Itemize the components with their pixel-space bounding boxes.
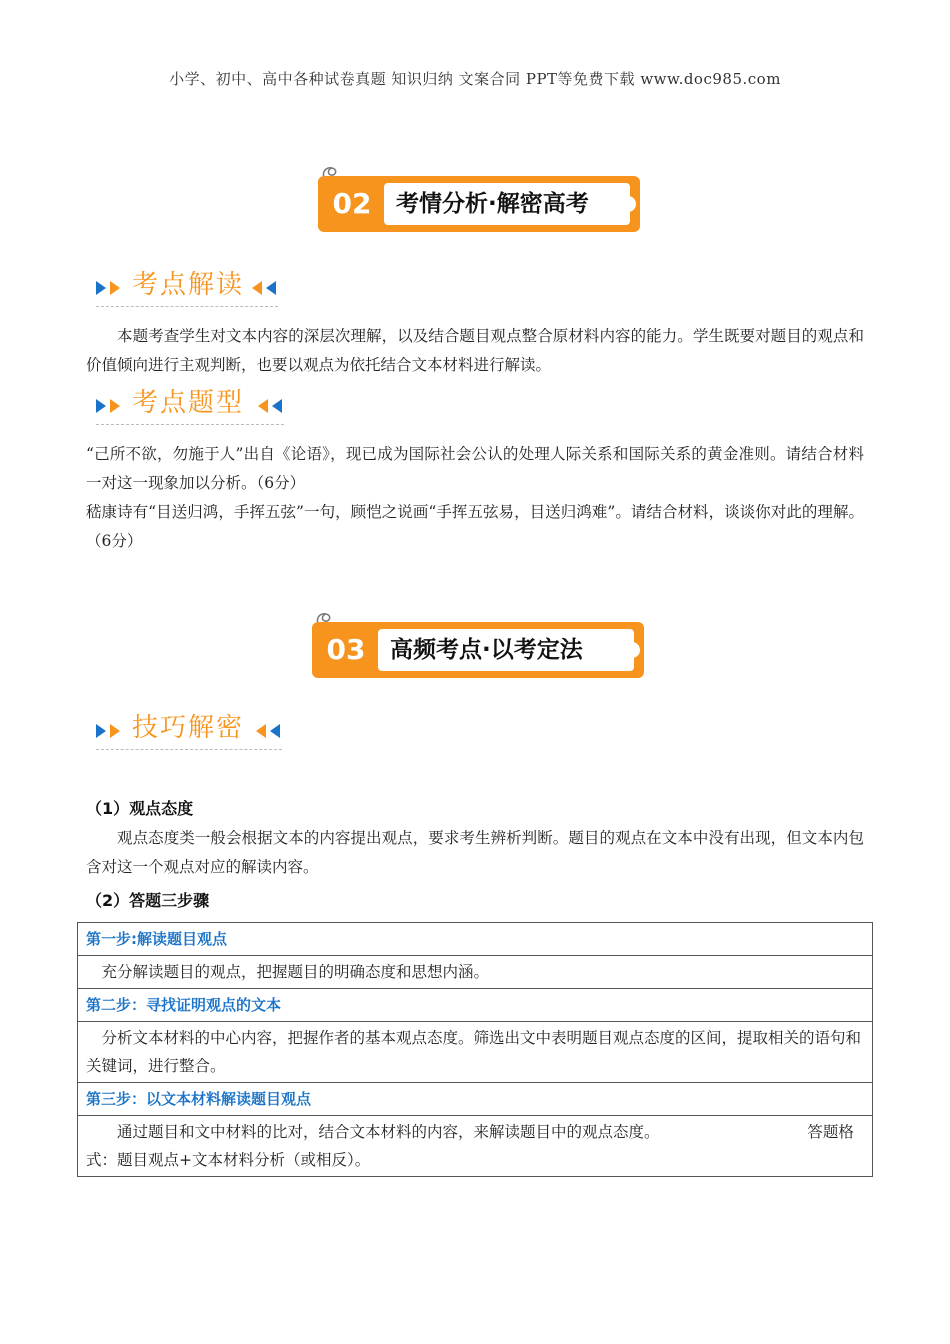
table-row	[78, 923, 873, 956]
table-row	[78, 956, 873, 989]
section-title-text: 高频考点·以考定法	[390, 637, 583, 663]
subheading-kaodian-tixing	[96, 386, 284, 426]
section-title	[378, 629, 634, 671]
double-arrow-right-icon	[96, 399, 124, 413]
step-3-title: 第三步：以文本材料解读题目观点	[78, 1083, 873, 1116]
double-arrow-right-icon	[96, 281, 124, 295]
step-2-title: 第二步：寻找证明观点的文本	[78, 989, 873, 1022]
table-row	[78, 989, 873, 1022]
heading-guandian-taidu: （1）观点态度	[86, 799, 194, 818]
step-2-body: 分析文本材料的中心内容，把握作者的基本观点态度。筛选出文中表明题目观点态度的区间，提取相关的语句和关键词，进行整合。	[78, 1022, 873, 1083]
section-number: 03	[326, 633, 366, 666]
table-row	[78, 1116, 873, 1177]
subheading-label: 技巧解密	[132, 713, 245, 743]
subheading-kaodian-jiedu	[96, 268, 278, 308]
heading-dati-sanbuzhou: （2）答题三步骤	[86, 891, 210, 910]
step-3-body: 通过题目和文中材料的比对，结合文本材料的内容，来解读题目中的观点态度。 答题格式：题目观点+文本材料分析（或相反）。	[78, 1116, 873, 1177]
double-arrow-right-icon	[96, 724, 124, 738]
double-arrow-left-icon	[256, 724, 284, 738]
table-row	[78, 1083, 873, 1116]
step-1-title: 第一步:解读题目观点	[78, 923, 873, 956]
paragraph-guandian-taidu: 观点态度类一般会根据文本的内容提出观点，要求考生辨析判断。题目的观点在文本中没有出现，但文本内包含对这一个观点对应的解读内容。	[86, 829, 864, 876]
section-03-banner	[312, 622, 644, 678]
step-1-body: 充分解读题目的观点，把握题目的明确态度和思想内涵。	[78, 956, 873, 989]
double-arrow-left-icon	[258, 399, 286, 413]
subheading-label: 考点题型	[132, 388, 245, 418]
table-row	[78, 1022, 873, 1083]
subheading-label: 考点解读	[132, 270, 245, 300]
section-title-text: 考情分析·解密高考	[396, 191, 589, 217]
page-header: 小学、初中、高中各种试卷真题 知识归纳 文案合同 PPT等免费下载 www.doc985.com	[169, 70, 781, 88]
section-title	[384, 183, 630, 225]
section-number: 02	[332, 187, 372, 220]
paragraph-kaodian-jiedu: 本题考查学生对文本内容的深层次理解，以及结合题目观点整合原材料内容的能力。学生既要对题目的观点和价值倾向进行主观判断，也要以观点为依托结合文本材料进行解读。	[86, 327, 864, 374]
subheading-jiqiao-jiemi	[96, 711, 282, 751]
section-02-banner	[318, 176, 640, 232]
question-1: “己所不欲，勿施于人”出自《论语》，现已成为国际社会公认的处理人际关系和国际关系的黄金准则。请结合材料一对这一现象加以分析。（6分）	[86, 445, 864, 492]
double-arrow-left-icon	[252, 281, 280, 295]
steps-table	[77, 922, 873, 1177]
question-2: 嵇康诗有“目送归鸿，手挥五弦”一句，顾恺之说画“手挥五弦易，目送归鸿难”。请结合材料，谈谈你对此的理解。（6分）	[86, 503, 864, 550]
